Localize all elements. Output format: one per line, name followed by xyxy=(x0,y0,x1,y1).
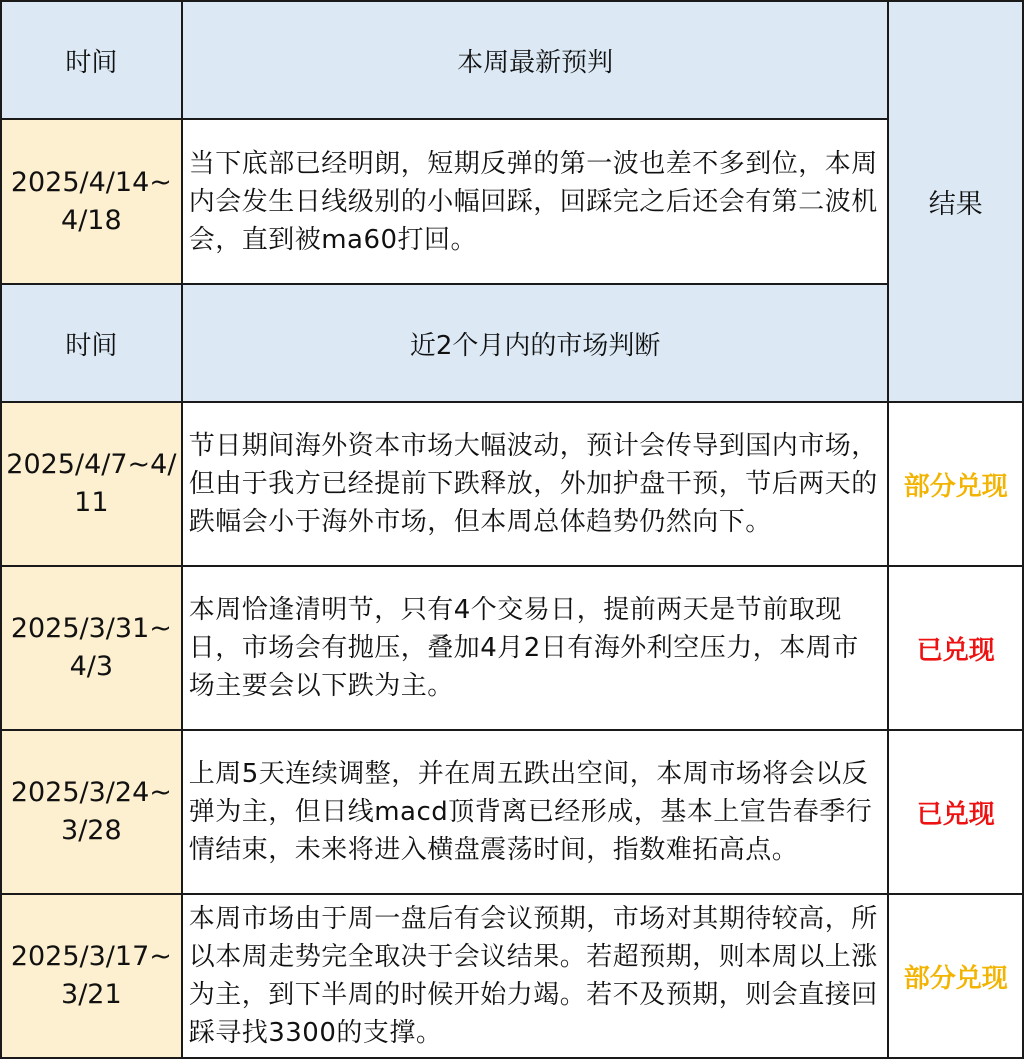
header-row-history xyxy=(1,284,1023,402)
current-prediction-text: 当下底部已经明朗，短期反弹的第一波也差不多到位，本周内会发生日线级别的小幅回踩，回踩完之后还会有第二波机会，直到被ma60打回。 xyxy=(182,119,889,284)
history-header-label: 近2个月内的市场判断 xyxy=(409,330,661,361)
history-date-cell xyxy=(1,566,182,730)
history-row xyxy=(1,894,1023,1058)
history-prediction-text: 节日期间海外资本市场大幅波动，预计会传导到国内市场，但由于我方已经提前下跌释放，外加护盘干预，节后两天的跌幅会小于海外市场，但本周总体趋势仍然向下。 xyxy=(182,402,889,566)
history-result-cell xyxy=(888,566,1023,730)
time-header-cell xyxy=(1,1,182,119)
history-header-cell xyxy=(182,284,889,402)
history-prediction-text: 本周恰逢清明节，只有4个交易日，提前两天是节前取现日，市场会有抛压，叠加4月2日有海外利空压力，本周市场主要会以下跌为主。 xyxy=(182,566,889,730)
history-time-header-cell xyxy=(1,284,182,402)
current-date-cell xyxy=(1,119,182,284)
history-row xyxy=(1,730,1023,894)
result-header-label: 结果 xyxy=(928,189,983,220)
history-date-cell xyxy=(1,402,182,566)
history-date-line1: 2025/3/31~ xyxy=(10,613,172,644)
history-date-cell xyxy=(1,730,182,894)
history-date-cell xyxy=(1,894,182,1058)
current-prediction-row xyxy=(1,119,1023,284)
history-result-label: 部分兑现 xyxy=(903,963,1008,994)
header-row-current xyxy=(1,1,1023,119)
history-result-label: 已兑现 xyxy=(916,799,995,830)
history-result-cell xyxy=(888,730,1023,894)
history-date-line2: 3/28 xyxy=(61,815,122,846)
history-time-header-label: 时间 xyxy=(65,330,118,361)
history-date-line1: 2025/4/7~4/ xyxy=(6,449,177,480)
history-row xyxy=(1,566,1023,730)
history-result-label: 已兑现 xyxy=(916,635,995,666)
current-prediction-header-label: 本周最新预判 xyxy=(457,47,614,78)
history-date-line2: 4/3 xyxy=(69,651,114,682)
history-date-line1: 2025/3/24~ xyxy=(10,777,172,808)
current-prediction-header-cell xyxy=(182,1,889,119)
time-header-label: 时间 xyxy=(65,47,118,78)
history-result-cell xyxy=(888,894,1023,1058)
history-prediction-text: 上周5天连续调整，并在周五跌出空间，本周市场将会以反弹为主，但日线macd顶背离已经形成，基本上宣告春季行情结束，未来将进入横盘震荡时间，指数难拓高点。 xyxy=(182,730,889,894)
current-date-line1: 2025/4/14~ xyxy=(10,166,172,198)
history-prediction-text: 本周市场由于周一盘后有会议预期，市场对其期待较高，所以本周走势完全取决于会议结果。若超预期，则本周以上涨为主，到下半周的时候开始力竭。若不及预期，则会直接回踩寻找3300的支撑。 xyxy=(182,894,889,1058)
history-result-cell xyxy=(888,402,1023,566)
history-date-line2: 11 xyxy=(74,487,109,518)
current-date-line2: 4/18 xyxy=(61,204,122,236)
history-row xyxy=(1,402,1023,566)
history-date-line2: 3/21 xyxy=(61,979,122,1010)
result-header-cell xyxy=(888,1,1023,402)
history-result-label: 部分兑现 xyxy=(903,471,1008,502)
history-date-line1: 2025/3/17~ xyxy=(10,941,172,972)
